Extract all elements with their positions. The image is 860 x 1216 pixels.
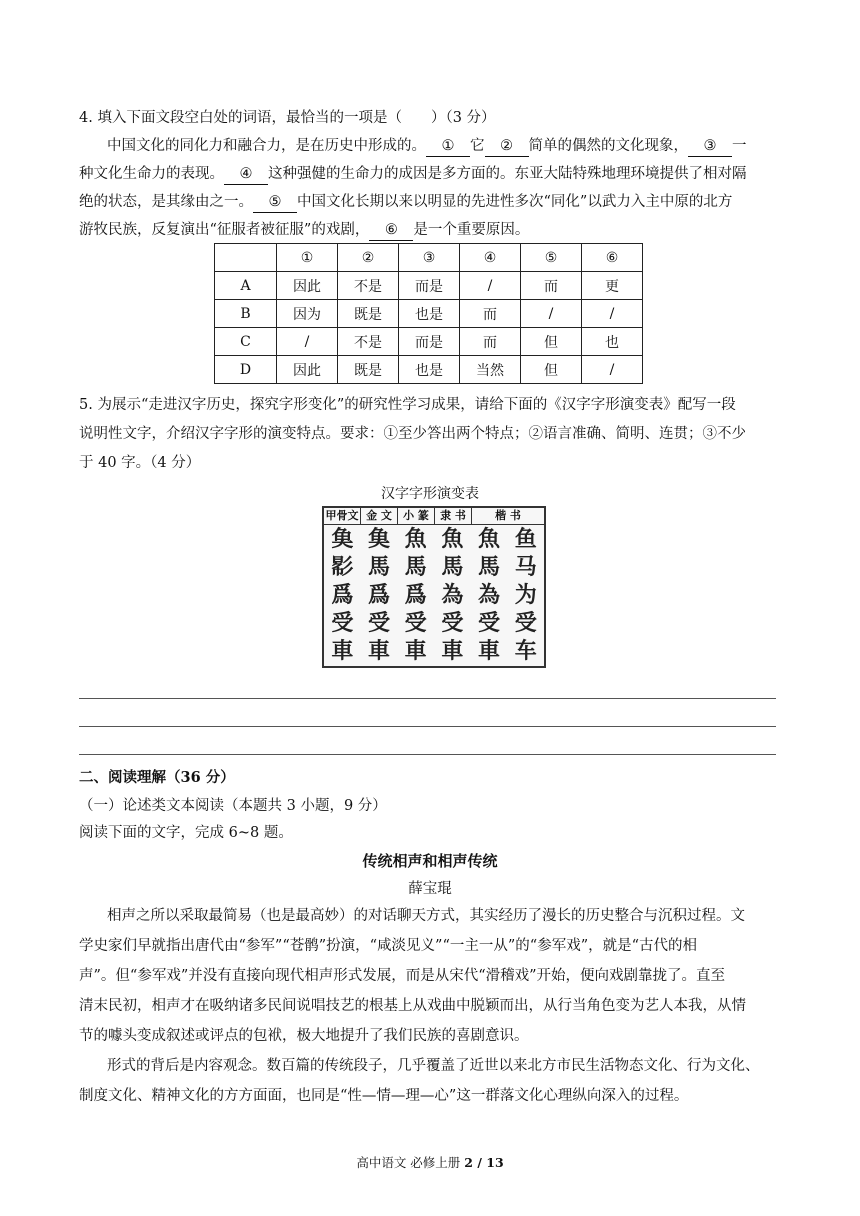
article-line: 学史家们早就指出唐代由“参军”“苍鹘”扮演，“咸淡见义”“一主一从”的“参军戏”，就是“古代的相 [79,938,698,954]
table-cell: 也是 [399,300,460,328]
table-cell: / [582,356,643,384]
table-cell: 而 [460,300,521,328]
q4-passage-line-1 [107,136,807,157]
table-cell: 既是 [338,300,399,328]
table-cell: ⑤ [521,244,582,272]
glyph: 車 [478,638,501,664]
glyph: 爲 [404,582,427,608]
table-cell: 而 [521,272,582,300]
table-cell: / [460,272,521,300]
glyph: 馬 [368,554,391,580]
table-row[interactable] [215,356,643,384]
figure-header-row [324,508,544,525]
figure-header: 隶 书 [435,508,472,524]
glyph: 魚 [478,526,501,552]
blank-5[interactable]: ⑤ [253,192,297,213]
glyph: 受 [478,610,501,636]
figure-row [324,637,544,665]
article-line: 节的噱头变成叙述或评点的包袱，极大地提升了我们民族的喜剧意识。 [79,1028,529,1044]
subsection-heading: （一）论述类文本阅读（本题共 3 小题，9 分） [79,798,387,814]
q5-line-1: 5. 为展示“走进汉字历史，探究字形变化”的研究性学习成果，请给下面的《汉字字形演变表》配写一段 [79,397,736,413]
glyph: 車 [441,638,464,664]
footer-text: 高中语文 必修上册 [356,1155,465,1170]
table-cell: / [582,300,643,328]
article-line: 声”。但“参军戏”并没有直接向现代相声形式发展，而是从宋代“滑稽戏”开始，便向戏剧靠拢了。直至 [79,968,726,984]
article-line: 相声之所以采取最简易（也是最高妙）的对话聊天方式，其实经历了漫长的历史整合与沉积过程。文 [107,908,745,924]
table-cell: ② [338,244,399,272]
blank-6[interactable]: ⑥ [369,220,413,241]
q4-text: 种文化生命力的表现。 [79,166,224,182]
figure-header: 小 篆 [398,508,435,524]
article-line: 制度文化、精神文化的方方面面，也同是“性—情—理—心”这一群落文化心理纵向深入的过程。 [79,1088,689,1104]
table-cell: 因此 [277,272,338,300]
table-cell: 既是 [338,356,399,384]
q4-passage-line-2 [79,164,779,185]
table-cell: ⑥ [582,244,643,272]
figure-row [324,525,544,553]
glyph: 受 [441,610,464,636]
table-cell: 但 [521,356,582,384]
answer-line-3[interactable] [79,754,776,755]
table-cell: 而 [460,328,521,356]
option-label: A [215,272,277,300]
glyph: 車 [368,638,391,664]
figure-row [324,553,544,581]
table-cell: 不是 [338,328,399,356]
table-cell: 也是 [399,356,460,384]
glyph: 马 [514,554,537,580]
table-cell: 而是 [399,328,460,356]
q5-line-3: 于 40 字。（4 分） [79,455,201,471]
figure-header: 甲骨文 [324,508,361,524]
q4-stem: 4. 填入下面文段空白处的词语，最恰当的一项是（ ）（3 分） [79,110,496,126]
q4-text: 游牧民族，反复演出“征服者被征服”的戏剧， [79,222,370,238]
q4-passage-line-4 [79,220,779,241]
q5-line-2: 说明性文字，介绍汉字字形的演变特点。要求：①至少答出两个特点；②语言准确、简明、连贯；③不少 [79,426,746,442]
q4-options-table [214,243,643,384]
table-cell: ③ [399,244,460,272]
blank-3[interactable]: ③ [688,136,732,157]
table-cell: 也 [582,328,643,356]
glyph: 為 [478,582,501,608]
glyph: 受 [331,610,354,636]
table-cell: ① [277,244,338,272]
q4-text: 中国文化的同化力和融合力，是在历史中形成的。 [107,138,426,154]
article-line: 形式的背后是内容观念。数百篇的传统段子，几乎覆盖了近世以来北方市民生活物态文化、行为文化、 [107,1058,760,1074]
blank-2[interactable]: ② [485,136,529,157]
q4-text: 它 [470,138,485,154]
section-heading: 二、阅读理解（36 分） [79,769,235,786]
glyph: 𩵋 [368,526,391,552]
glyph: 𩵋 [331,526,354,552]
glyph: 馬 [404,554,427,580]
glyph: 為 [441,582,464,608]
page-footer [0,1153,860,1171]
table-cell: / [277,328,338,356]
table-header-row [215,244,643,272]
figure-row [324,581,544,609]
option-label: D [215,356,277,384]
table-row[interactable] [215,328,643,356]
table-cell: 而是 [399,272,460,300]
table-cell: ④ [460,244,521,272]
glyph: 为 [514,582,537,608]
article-author: 薛宝琨 [408,881,452,897]
glyph: 車 [331,638,354,664]
q4-text: 这种强健的生命力的成因是多方面的。东亚大陆特殊地理环境提供了相对隔 [268,166,747,182]
figure-header: 金 文 [361,508,398,524]
q4-text: 一 [732,138,747,154]
blank-1[interactable]: ① [426,136,470,157]
blank-4[interactable]: ④ [224,164,268,185]
table-row[interactable] [215,272,643,300]
character-evolution-figure [322,506,546,668]
reading-instruction: 阅读下面的文字，完成 6~8 题。 [79,825,293,841]
table-cell: 更 [582,272,643,300]
glyph: 車 [404,638,427,664]
figure-header: 楷 书 [495,509,521,522]
q4-text: 是一个重要原因。 [413,222,530,238]
table-cell [215,244,277,272]
article-title: 传统相声和相声传统 [362,852,498,870]
article-line: 清末民初，相声才在吸纳诸多民间说唱技艺的根基上从戏曲中脱颖而出，从行当角色变为艺人本我，从情 [79,998,746,1014]
answer-line-2[interactable] [79,726,776,727]
glyph: 爲 [331,582,354,608]
page-number: 2 / 13 [464,1155,504,1170]
q4-text: 中国文化长期以来以明显的先进性多次“同化”以武力入主中原的北方 [297,194,733,210]
glyph: 受 [368,610,391,636]
table-cell: 不是 [338,272,399,300]
table-row[interactable] [215,300,643,328]
glyph: 受 [514,610,537,636]
glyph: 车 [514,638,537,664]
table-cell: 但 [521,328,582,356]
table-cell: / [521,300,582,328]
q4-passage-line-3 [79,192,779,213]
glyph: 受 [404,610,427,636]
figure-row [324,609,544,637]
table-cell: 当然 [460,356,521,384]
table-cell: 因此 [277,356,338,384]
glyph: 馬 [478,554,501,580]
glyph: 魚 [441,526,464,552]
figure-caption: 汉字字形演变表 [381,486,479,502]
glyph: 爲 [368,582,391,608]
option-label: B [215,300,277,328]
glyph: 鱼 [514,526,537,552]
glyph: 魚 [404,526,427,552]
glyph: 馬 [441,554,464,580]
answer-line-1[interactable] [79,698,776,699]
option-label: C [215,328,277,356]
table-cell: 因为 [277,300,338,328]
glyph: 𢒠 [331,554,354,580]
q4-text: 简单的偶然的文化现象， [528,138,688,154]
q4-text: 绝的状态，是其缘由之一。 [79,194,253,210]
